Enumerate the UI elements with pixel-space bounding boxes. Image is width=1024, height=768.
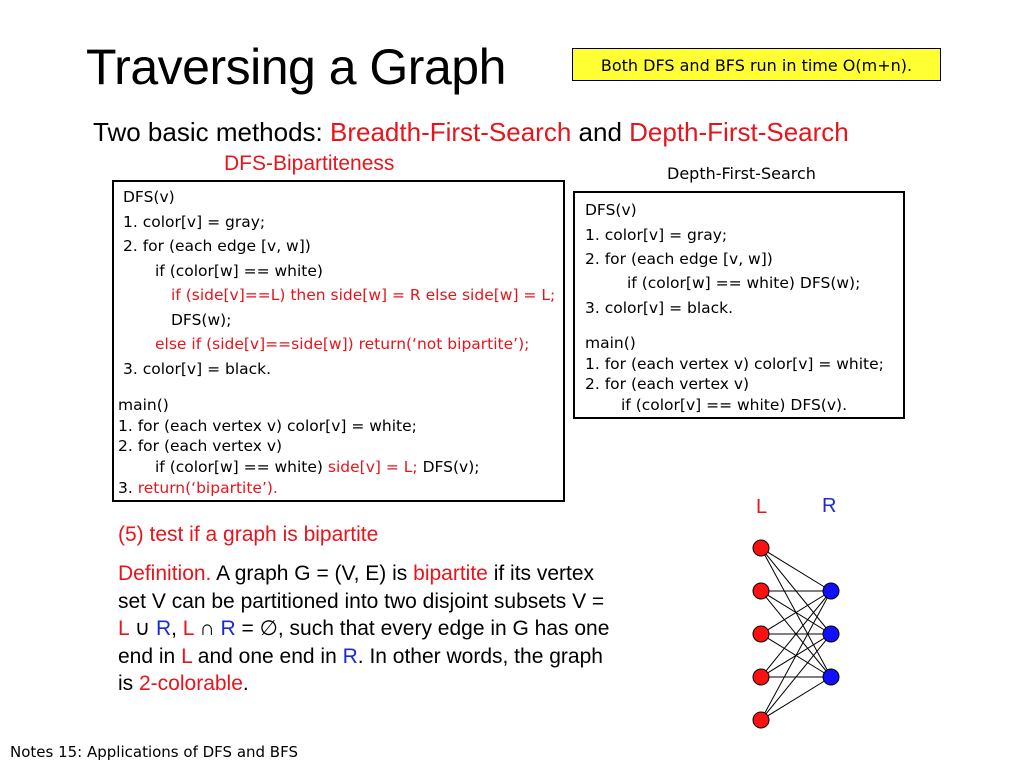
code-line: if (color[w] == white) DFS(w);	[627, 274, 861, 292]
definition-text: ,	[171, 617, 183, 640]
code-line: 2. for (each edge [v, w])	[585, 250, 773, 268]
slide-title: Traversing a Graph	[86, 39, 506, 95]
graph-edge	[761, 548, 831, 591]
set-l: L	[182, 617, 194, 640]
bipartite-definition	[118, 560, 618, 698]
right-set-label: R	[822, 495, 837, 517]
left-vertex	[753, 669, 769, 685]
graph-edges	[761, 548, 831, 720]
two-colorable-term: 2-colorable	[139, 672, 243, 695]
code-line: DFS(v)	[585, 201, 637, 219]
code-line: 2. for (each vertex v)	[118, 437, 283, 455]
right-vertex	[823, 583, 839, 599]
dfs-label: Depth-First-Search	[629, 117, 849, 147]
code-line: 3. color[v] = black.	[585, 299, 734, 317]
code-line: DFS(w);	[171, 311, 232, 329]
union-symbol: ∪	[128, 617, 156, 640]
footer-note: Notes 15: Applications of DFS and BFS	[10, 743, 298, 761]
set-r: R	[220, 617, 236, 640]
bfs-label: Breadth-First-Search	[330, 117, 572, 147]
definition-text: and one end in	[191, 644, 343, 668]
set-r: R	[155, 617, 172, 640]
definition-text: . In other words, the graph is	[118, 644, 603, 695]
code-line: if (color[v] == white) DFS(v).	[621, 396, 848, 414]
code-fragment: DFS(v);	[417, 458, 480, 476]
bipartite-term: bipartite	[413, 562, 488, 585]
code-fragment: side[v] = L;	[327, 458, 418, 476]
dfs-bipartiteness-heading: DFS-Bipartiteness	[224, 152, 395, 175]
dfs-bipartiteness-code-box	[112, 180, 565, 502]
code-line: 2. for (each vertex v)	[585, 375, 750, 393]
definition-text: A graph G = (V, E) is	[211, 562, 414, 585]
methods-and: and	[571, 117, 630, 147]
code-line: if (color[w] == white)	[155, 262, 323, 280]
code-line: 1. for (each vertex v) color[v] = white;	[585, 355, 884, 373]
definition-text: if its vertex set V can be partitioned into two disjoint subsets V =	[118, 562, 605, 613]
main-label: main()	[118, 396, 169, 414]
graph-edge	[761, 677, 831, 720]
methods-prefix: Two basic methods:	[93, 117, 330, 147]
code-line: else if (side[v]==side[w]) return(‘not bipartite’);	[155, 335, 530, 353]
definition-text: = ∅, such that every edge in G has one end in	[118, 617, 610, 668]
dfs-code-box	[573, 191, 905, 419]
code-line: DFS(v)	[123, 188, 175, 206]
bipartite-graph-illustration	[730, 490, 860, 740]
code-fragment: if (color[w] == white)	[155, 458, 328, 476]
complexity-note: Both DFS and BFS run in time O(m+n).	[572, 48, 941, 81]
code-fragment: 3.	[118, 479, 138, 497]
definition-label: Definition.	[118, 562, 212, 585]
left-vertex	[753, 583, 769, 599]
code-line: 1. color[v] = gray;	[585, 226, 728, 244]
left-vertex	[753, 626, 769, 642]
set-r: R	[342, 644, 358, 668]
definition-text: .	[242, 672, 249, 695]
code-line: 1. color[v] = gray;	[123, 213, 266, 231]
dfs-heading: Depth-First-Search	[667, 164, 816, 183]
intersect-symbol: ∩	[193, 617, 221, 640]
set-l: L	[118, 617, 129, 640]
right-vertex	[823, 626, 839, 642]
left-vertex	[753, 712, 769, 728]
code-line	[155, 458, 479, 476]
left-set-label: L	[756, 496, 768, 518]
main-label: main()	[585, 334, 636, 352]
code-line: 1. for (each vertex v) color[v] = white;	[118, 417, 417, 435]
set-l: L	[181, 644, 192, 668]
code-line: 3. color[v] = black.	[123, 360, 272, 378]
methods-line	[93, 117, 849, 148]
code-line: 2. for (each edge [v, w])	[123, 237, 311, 255]
code-fragment: return(‘bipartite’).	[137, 479, 278, 497]
code-line	[118, 479, 278, 497]
code-line: if (side[v]==L) then side[w] = R else side[w] = L;	[171, 286, 556, 304]
left-vertex	[753, 540, 769, 556]
graph-edge	[761, 591, 831, 720]
right-vertex	[823, 669, 839, 685]
bipartite-test-heading: (5) test if a graph is bipartite	[118, 523, 379, 546]
